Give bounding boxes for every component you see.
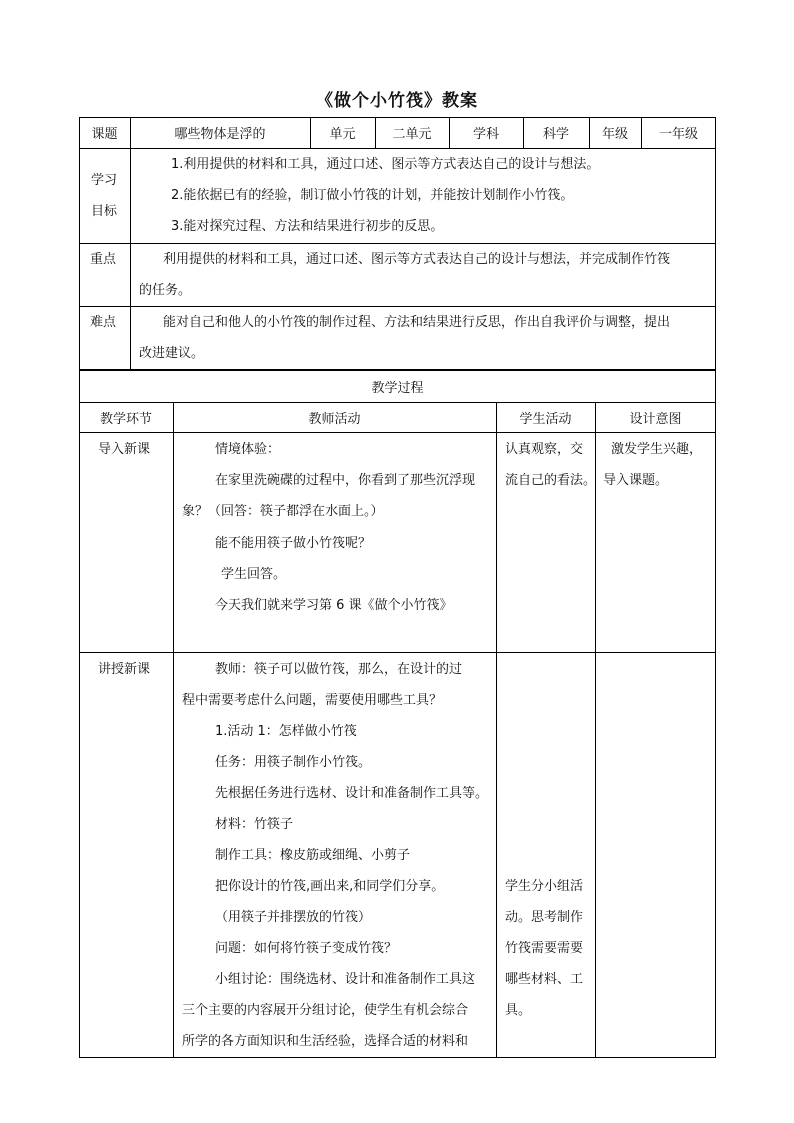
- unit-value: 二单元: [392, 127, 432, 142]
- column-header-intent: 设计意图: [629, 411, 682, 427]
- teacher-activity-line: 1.活动 1：怎样做小竹筏: [215, 724, 357, 739]
- teacher-activity-line: 先根据任务进行选材、设计和准备制作工具等。: [215, 786, 489, 801]
- teacher-activity-line: 制作工具：橡皮筋或细绳、小剪子: [215, 848, 411, 863]
- key-point-text: 利用提供的材料和工具，通过口述、图示等方式表达自己的设计与想法，并完成制作竹筏: [163, 252, 671, 267]
- teacher-activity-line: 情境体验：: [215, 442, 281, 457]
- objective-item: 1.利用提供的材料和工具，通过口述、图示等方式表达自己的设计与想法。: [171, 157, 600, 172]
- teacher-activity-line: 在家里洗碗碟的过程中，你看到了那些沉浮现: [215, 473, 476, 488]
- teacher-activity-line: 任务：用筷子制作小竹筏。: [215, 755, 372, 770]
- difficulty-text: 能对自己和他人的小竹筏的制作过程、方法和结果进行反思，作出自我评价与调整，提出: [163, 315, 671, 330]
- teacher-activity-line: 学生回答。: [221, 567, 287, 582]
- student-activity-line: 认真观察，交: [505, 442, 584, 457]
- grade-value: 一年级: [658, 127, 698, 142]
- subject-value: 科学: [542, 127, 569, 142]
- difficulty-text: 改进建议。: [139, 346, 205, 361]
- unit-label: 单元: [329, 127, 356, 142]
- teacher-activity-line: 今天我们就来学习第 6 课《做个小竹筏》: [215, 598, 453, 613]
- teacher-activity-line: 小组讨论：围绕选材、设计和准备制作工具这: [215, 972, 476, 987]
- design-intent-line: 导入课题。: [603, 473, 669, 488]
- document-title: 《做个小竹筏》教案: [316, 91, 478, 111]
- objective-item: 3.能对探究过程、方法和结果进行初步的反思。: [171, 219, 444, 234]
- column-header-student: 学生活动: [519, 411, 572, 427]
- process-header: 教学过程: [371, 380, 424, 396]
- teacher-activity-line: 象？（回答：筷子都浮在水面上。）: [182, 504, 384, 519]
- key-point-label: 重点: [90, 252, 117, 267]
- key-point-text: 的任务。: [139, 283, 192, 298]
- topic-label: 课题: [91, 127, 118, 142]
- objective-item: 2.能依据已有的经验，制订做小竹筏的计划，并能按计划制作小竹筏。: [171, 188, 574, 203]
- stage-new-lesson: 讲授新课: [98, 662, 151, 677]
- design-intent-line: 激发学生兴趣，: [611, 442, 703, 457]
- teacher-activity-line: 能不能用筷子做小竹筏呢？: [215, 536, 372, 551]
- stage-intro: 导入新课: [98, 442, 151, 457]
- student-activity-line: 竹筏需要需要: [505, 941, 584, 956]
- teacher-activity-line: 问题：如何将竹筷子变成竹筏？: [215, 941, 398, 956]
- column-header-teacher: 教师活动: [308, 411, 361, 427]
- teacher-activity-line: 程中需要考虑什么问题，需要使用哪些工具？: [182, 693, 443, 708]
- topic-value: 哪些物体是浮的: [174, 127, 266, 142]
- teacher-activity-line: 教师：筷子可以做竹筏，那么，在设计的过: [215, 662, 463, 677]
- student-activity-line: 具。: [505, 1003, 532, 1018]
- grade-label: 年级: [601, 127, 628, 142]
- student-activity-line: 哪些材料、工: [505, 972, 584, 987]
- student-activity-line: 动。思考制作: [505, 910, 584, 925]
- student-activity-line: 学生分小组活: [505, 879, 584, 894]
- student-activity-line: 流自己的看法。: [505, 473, 597, 488]
- teacher-activity-line: 把你设计的竹筏,画出来,和同学们分享。: [215, 879, 445, 894]
- teacher-activity-line: 材料：竹筷子: [215, 817, 294, 832]
- objectives-label-1: 学习: [91, 173, 118, 188]
- teacher-activity-line: 所学的各方面知识和生活经验，选择合适的材料和: [182, 1034, 469, 1049]
- difficulty-label: 难点: [90, 315, 117, 330]
- objectives-label-2: 目标: [91, 204, 118, 219]
- subject-label: 学科: [472, 127, 499, 142]
- column-header-stage: 教学环节: [99, 411, 152, 427]
- teacher-activity-line: （用筷子并排摆放的竹筏）: [215, 910, 372, 925]
- teacher-activity-line: 三个主要的内容展开分组讨论，使学生有机会综合: [182, 1003, 469, 1018]
